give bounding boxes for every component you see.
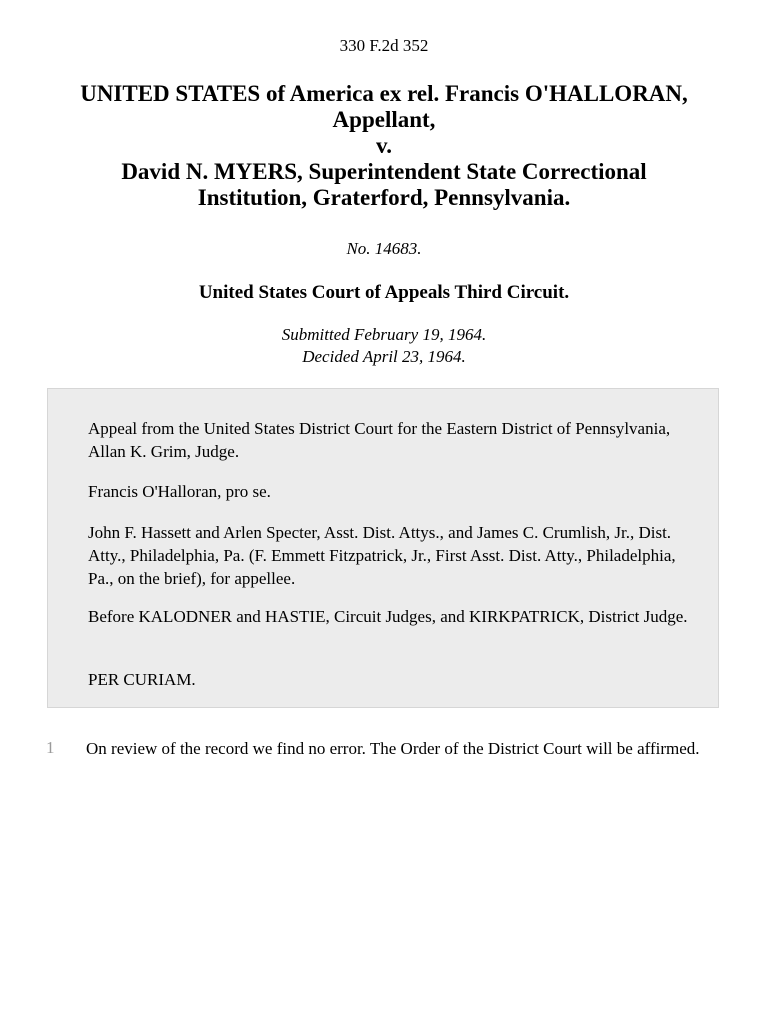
case-dates	[0, 324, 768, 368]
citation: 330 F.2d 352	[339, 36, 429, 55]
appeal-from-text: Appeal from the United States District Court for the Eastern District of Pennsylvania, Allan K. Grim, Judge.	[88, 419, 671, 461]
case-title-line: Appellant,	[332, 107, 436, 132]
court-name: United States Court of Appeals Third Circuit.	[198, 282, 570, 303]
paragraph-text: On review of the record we find no error. The Order of the District Court will be affirmed.	[86, 739, 700, 758]
per-curiam-text: PER CURIAM.	[88, 670, 196, 689]
case-title-line: David N. MYERS, Superintendent State Correctional	[121, 159, 647, 184]
case-summary-box	[47, 388, 719, 708]
counsel-text: John F. Hassett and Arlen Specter, Asst. Dist. Attys., and James C. Crumlish, Jr., Dist. Atty., Philadelphia, Pa. (F. Emmett Fitzpatrick, Jr., First Asst. Dist. Atty., Philadelphia, Pa., on the brief), for appellee.	[88, 523, 676, 588]
submitted-date: Submitted February 19, 1964.	[281, 325, 487, 344]
case-title-line: Institution, Graterford, Pennsylvania.	[197, 185, 571, 210]
case-title-line: UNITED STATES of America ex rel. Francis O'HALLORAN,	[80, 81, 688, 106]
pro-se-text: Francis O'Halloran, pro se.	[88, 482, 271, 501]
case-title	[40, 81, 728, 211]
judges-text: Before KALODNER and HASTIE, Circuit Judges, and KIRKPATRICK, District Judge.	[88, 607, 688, 626]
case-title-line: v.	[376, 133, 392, 158]
decided-date: Decided April 23, 1964.	[302, 347, 466, 366]
docket-number: No. 14683.	[346, 239, 422, 258]
paragraph-number: 1	[46, 738, 55, 757]
